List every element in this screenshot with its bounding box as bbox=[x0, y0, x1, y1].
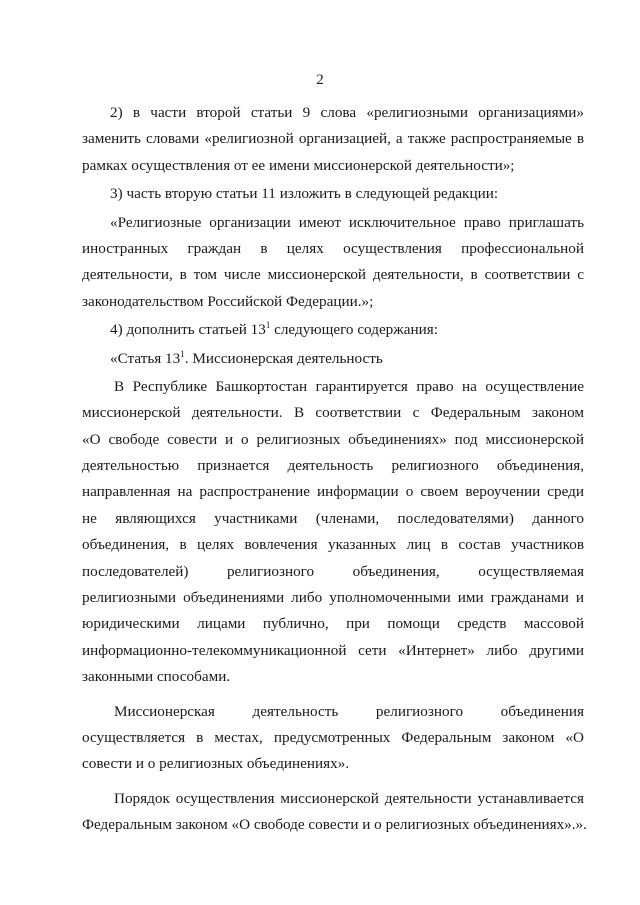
article-paragraph-3 bbox=[82, 786, 587, 839]
text-line: религиозными объединениями либо уполномоченными ими гражданами и bbox=[82, 589, 584, 607]
text-line: информационно-телекоммуникационной сети «Интернет» либо другими bbox=[82, 641, 584, 659]
quoted-provision bbox=[82, 210, 584, 316]
text-line: деятельностью признается деятельность религиозного объединения, bbox=[82, 457, 584, 475]
text-line: осуществляется в местах, предусмотренных Федеральным законом «О bbox=[82, 728, 584, 746]
text-line: деятельности, в том числе миссионерской деятельности, в соответствии с bbox=[82, 266, 584, 284]
text-line: 3) часть вторую статьи 11 изложить в следующей редакции: bbox=[110, 185, 499, 203]
text-line: объединения, в целях вовлечения указанных лиц в состав участников bbox=[82, 536, 584, 554]
article-title bbox=[82, 346, 584, 372]
text-line: законодательством Российской Федерации.»; bbox=[82, 292, 374, 310]
article-paragraph-1 bbox=[82, 374, 584, 691]
text-line: не являющихся участниками (членами, последователями) данного bbox=[82, 509, 584, 527]
text-line: Порядок осуществления миссионерской деятельности устанавливается bbox=[114, 789, 584, 807]
superscript: 1 bbox=[180, 348, 185, 359]
amendment-item-3 bbox=[82, 181, 584, 207]
text-line: совести и о религиозных объединениях». bbox=[82, 755, 350, 773]
text-line: рамках осуществления от ее имени миссионерской деятельности»; bbox=[82, 156, 515, 174]
text-line: юридическими лицами публично, при помощи средств массовой bbox=[82, 615, 584, 633]
document-body bbox=[82, 100, 587, 839]
amendment-item-4 bbox=[82, 317, 584, 343]
text-line: иностранных граждан в целях осуществления профессиональной bbox=[82, 239, 584, 257]
article-paragraph-2 bbox=[82, 699, 584, 778]
text-line: законными способами. bbox=[82, 668, 231, 686]
text-line: «Религиозные организации имеют исключительное право приглашать bbox=[110, 213, 584, 231]
text-line: В Республике Башкортостан гарантируется право на осуществление bbox=[114, 377, 584, 395]
text-line: направленная на распространение информации о своем вероучении среди bbox=[82, 483, 584, 501]
item4-text: 4) дополнить статьей 13 bbox=[110, 321, 266, 339]
amendment-item-2 bbox=[82, 100, 584, 179]
text-line: Миссионерская деятельность религиозного объединения bbox=[114, 702, 584, 720]
text-line: Федеральным законом «О свободе совести и о религиозных объединениях».». bbox=[82, 816, 587, 834]
text-line: 2) в части второй статьи 9 слова «религиозными организациями» bbox=[110, 104, 584, 121]
page-number: 2 bbox=[316, 72, 324, 88]
text-line: «О свободе совести и о религиозных объединениях» под миссионерской bbox=[82, 430, 584, 448]
item4-text-tail: следующего содержания: bbox=[270, 321, 438, 339]
superscript: 1 bbox=[265, 320, 271, 331]
text-line: последователей) религиозного объединения, осуществляемая bbox=[82, 562, 584, 580]
text-line bbox=[82, 317, 584, 343]
article-title-text: «Статья 13 bbox=[110, 349, 181, 367]
text-line: заменить словами «религиозной организацией, а также распространяемые в bbox=[82, 130, 584, 148]
article-title-tail: . Миссионерская деятельность bbox=[184, 349, 383, 367]
text-line bbox=[82, 346, 584, 372]
text-line: миссионерской деятельности. В соответствии с Федеральным законом bbox=[82, 404, 584, 422]
